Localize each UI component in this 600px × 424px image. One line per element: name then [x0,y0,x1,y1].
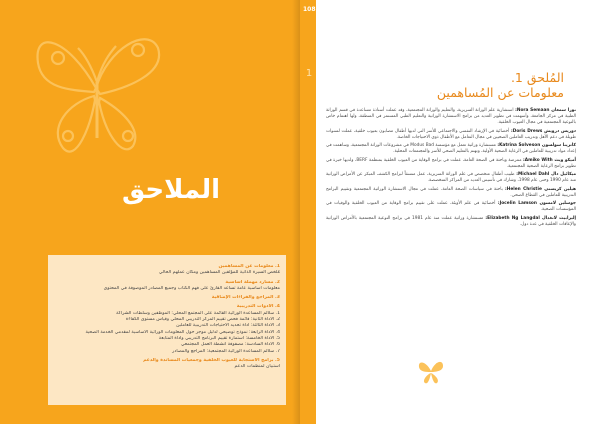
toc-item: 3. الأداة الثالثة: أداة تحديد الاحتياجات التدريبية للعاملين [176,323,280,329]
contributor-name: كاترينا سولسون Katrina Solveson: [497,143,577,148]
contributor-bio [326,158,576,170]
contributor-bio [326,108,576,126]
contributor-text: ممرضة وباحثة في الصحة العامة، عملت في برامج الوقاية من العيوب الخلقية بمنظمة BERF، ولديها خبرة في تطوير برامج الرعاية الصحية المجتمعية. [326,157,576,169]
butterfly-illustration [28,18,168,168]
page-fold [292,0,300,424]
toc-item: استبيان لمنظمات الدعم [234,364,280,370]
toc-item: 1. سلالم المساعدة الوراثية القائمة على المجتمع المحلي: الموظفين وسلطات الشراكة [116,310,280,316]
contributor-bio [326,201,576,213]
contributor-text: أخصائية في علم الأوبئة، عملت على تقييم برامج الوقاية من العيوب الخلقية والوفيات في المؤسسات الصحية. [326,201,576,212]
toc-item: 4. الأداة الرابعة: نموذج توضيحي لدليل موجز حول المعلومات الوراثية الأساسية لمقدمي الخدمة الصحية [85,329,280,335]
contributor-bio [326,143,576,155]
contributor-name: إليزابيث لانغدال Elizabeth Ng Langdal: [485,215,576,221]
toc-heading: 3. المراجع والقراءات الإضافية [211,295,280,301]
toc-item: 2. الأداة الثانية: قائمة فحص تقييم المركز التدريبي المحلي وقياس مستوى الكفاءة [125,317,280,323]
contributors-list [326,108,576,230]
toc-heading: 4. الأدوات التدريبية [236,304,280,310]
contributor-name: دوريس درويش Doris Drews: [511,128,576,134]
contributor-bio [326,172,576,184]
contributor-bio [326,129,576,141]
right-page [300,0,600,424]
appendix-title-line1: المُلحق 1. [510,70,564,85]
contributor-text: باحثة في سياسات الصحة العامة، عملت في مجال الاستشارة الوراثية المجتمعية وتقييم البرامج التدريبية للعاملين في القطاع الصحي. [326,186,576,198]
contributor-text: أخصائية في الإرشاد النفسي والاجتماعي للأسر التي لديها أطفال مصابون بعيوب خلقية، عملت لسنوات طويلة في دعم الأهل وتدريب العاملين الصحيين في مجال التعامل مع الأطفال ذوي الاحتياجات الخاصة. [326,128,576,140]
small-butterfly-icon [416,356,446,386]
contributor-bio [326,187,576,199]
contributor-name: جوسلين لامسون Jocelin Lamson: [497,201,576,206]
contributor-text: استشارية علم الوراثة السريرية، والتعليم والوراثة المجتمعية، وقد عملت أستاذة مساعدة في قسم الوراثة الطبية في مركز الجامعة، وأسهمت في تطوير العديد من برامج الاستشارة الوراثية والتعليم الطبي المستمر في المنطقة، ولها اهتمام خاص بالتوعية المجتمعية في مجال العيوب الخلقية. [326,108,576,125]
toc-heading: 1. معلومات عن المساهمين [218,264,280,269]
contributor-name: أميكو ويث Amiko With: [523,157,576,163]
contributor-name: هيلين كريستي Helen Christie: [505,186,576,192]
toc-item: معلومات أساسية عامة تساعد القارئ على فهم الكتاب وجميع المصادر الموصوفة في المحتوى [103,285,280,291]
page-edge-strip [300,0,316,424]
contributor-text: طبيب أطفال متخصص في علم الوراثة السريرية، عمل منسقاً لبرامج الكشف المبكر عن الأمراض الوراثية منذ عام 1990 وحتى عام 1998، وشارك في تأسيس العديد من المراكز المتخصصة. [326,172,576,183]
contributor-name: نورا سمعان Nora Semaan: [515,108,576,113]
section-title: الملاحق [121,175,220,205]
toc-item: 5. الأداة الخامسة: استمارة تقييم البرنامج التدريبي وأداة المتابعة [158,335,280,341]
appendix-title-line2: معلومات عن المُساهمين [436,85,564,100]
toc-heading: 2. مسارد مهملة أساسية [225,279,280,285]
toc-item: مُلخّص السيرة الذاتية للمؤلفين المساهمين ومكان عملهم الحالي [158,270,280,276]
appendix-title [364,70,564,100]
toc-item: 6. الأداة السادسة: مصفوفة أنشطة العمل المجتمعي [181,342,280,348]
toc-item: 7. سلالم المساعدة الوراثية المجتمعية: المراجع والمصادر [172,348,280,354]
page-number: 108 [303,6,316,13]
contributor-text: مستشارة وراثية عملت منذ عام 1981 في برامج التوعية المجتمعية بالأمراض الوراثية والإعاقات الخلقية في عدة دول. [326,215,576,227]
contributor-text: مستشارة وراثية تعمل مع مؤسسة Modus Bad في مشروعات الوراثة المجتمعية، وساهمت في إعداد مواد تدريبية للعاملين في الرعاية الصحية الأولية، وتهتم بالتعليم الصحي للأسر والمجتمعات المحلية. [326,143,576,154]
table-of-contents [48,255,286,405]
contributor-name: ميكائيل دال Michael Dahl: [516,172,576,177]
contributor-bio [326,216,576,228]
chapter-numeral: 1 [305,68,313,79]
toc-heading: 5. برامج الاستجابة للعيوب الخلقية وجمعيات المساندة والدعم [143,357,280,363]
